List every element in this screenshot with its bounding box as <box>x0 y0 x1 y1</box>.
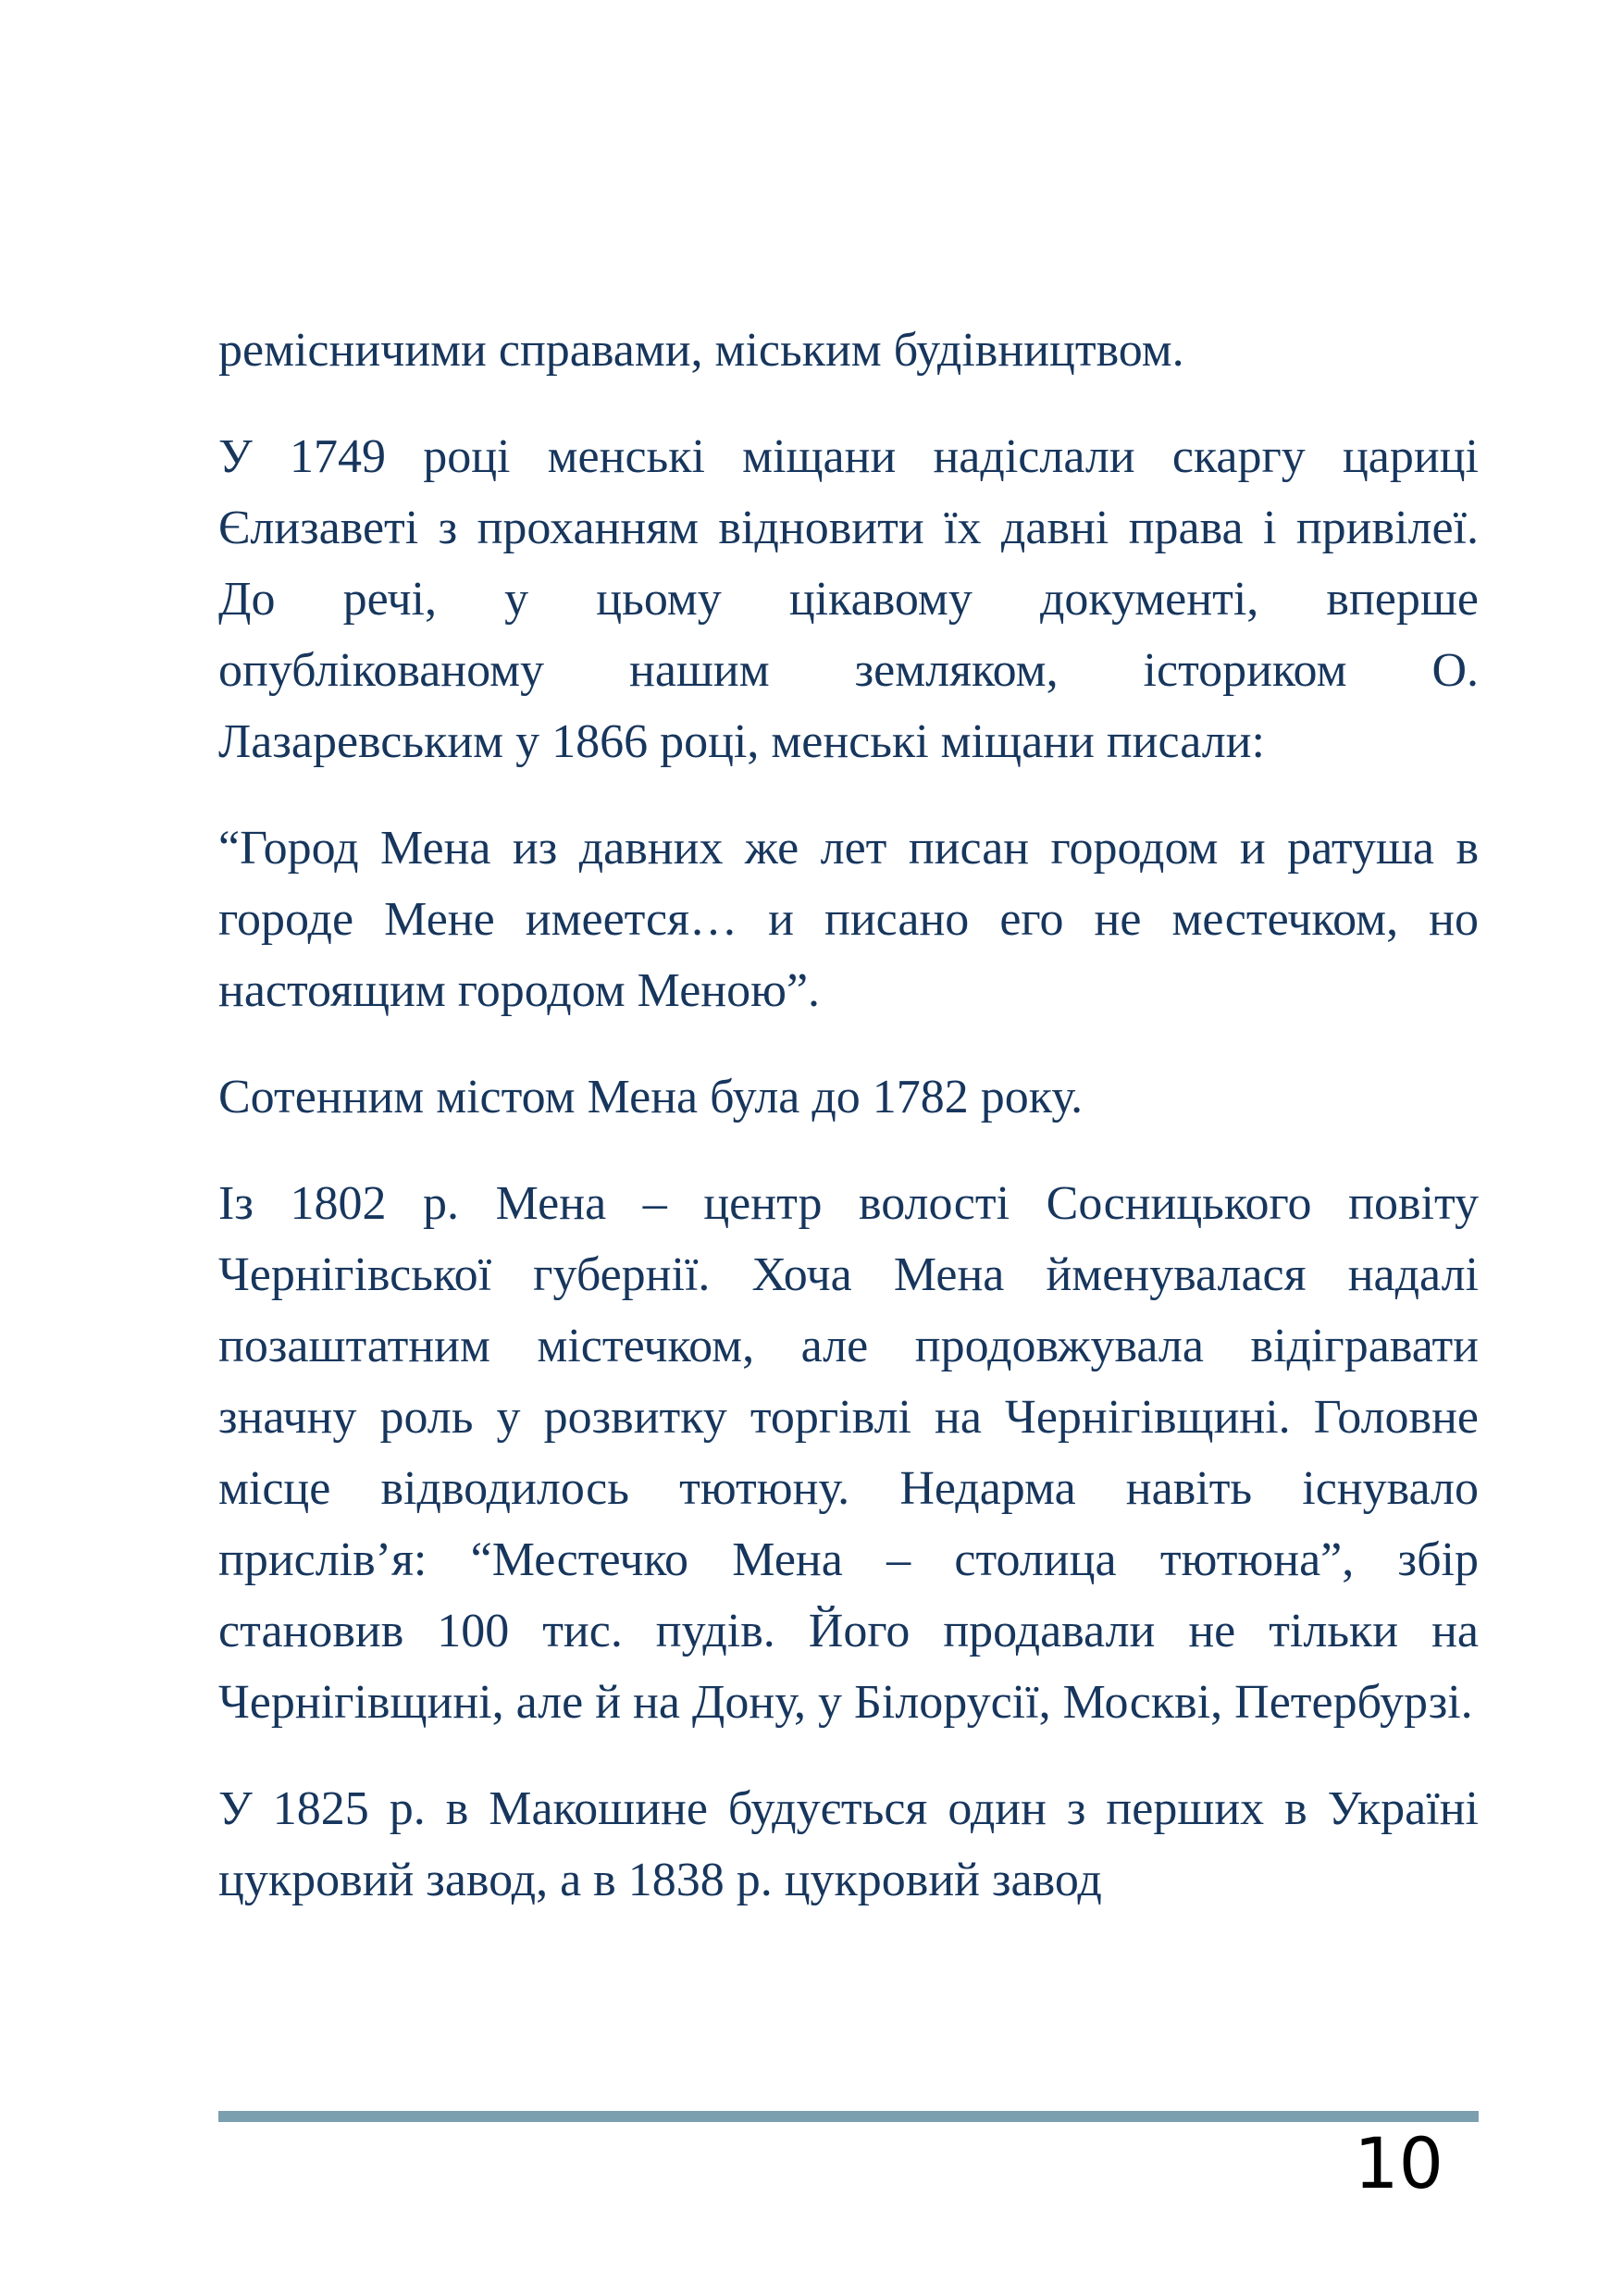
paragraph: У 1749 році менські міщани надіслали скаргу цариці Єлизаветі з проханням відновити їх давні права і привілеї. До речі, у цьому цікавому документі, вперше опублікованому нашим земляком, істориком О. Лазаревським у 1866 році, менські міщани писали: <box>218 430 1479 768</box>
quote-paragraph: “Город Мена из давних же лет писан городом и ратуша в городе Мене имеется… и писано его не местечком, но настоящим городом Меною”. <box>218 822 1479 1017</box>
paragraph: У 1825 р. в Макошине будується один з перших в Україні цукровий завод, а в 1838 р. цукровий завод <box>218 1782 1479 1906</box>
paragraph: ремісничими справами, міським будівництвом. <box>218 324 1184 377</box>
paragraph: Із 1802 р. Мена – центр волості Сосницького повіту Чернігівської губернії. Хоча Мена йменувалася надалі позаштатним містечком, але продовжувала відігравати значну роль у розвитку торгівлі на Чернігівщині. Головне місце відводилось тютюну. Недарма навіть існувало прислів’я: “Местечко Мена – столица тютюна”, збір становив 100 тис. пудів. Його продавали не тільки на Чернігівщині, але й на Дону, у Білорусії, Москві, Петербурзі. <box>218 1177 1479 1729</box>
page-number: 10 <box>1354 2122 1443 2204</box>
footer-rule <box>218 2111 1479 2122</box>
body-text <box>218 315 1479 1951</box>
paragraph: Сотенним містом Мена була до 1782 року. <box>218 1071 1084 1123</box>
